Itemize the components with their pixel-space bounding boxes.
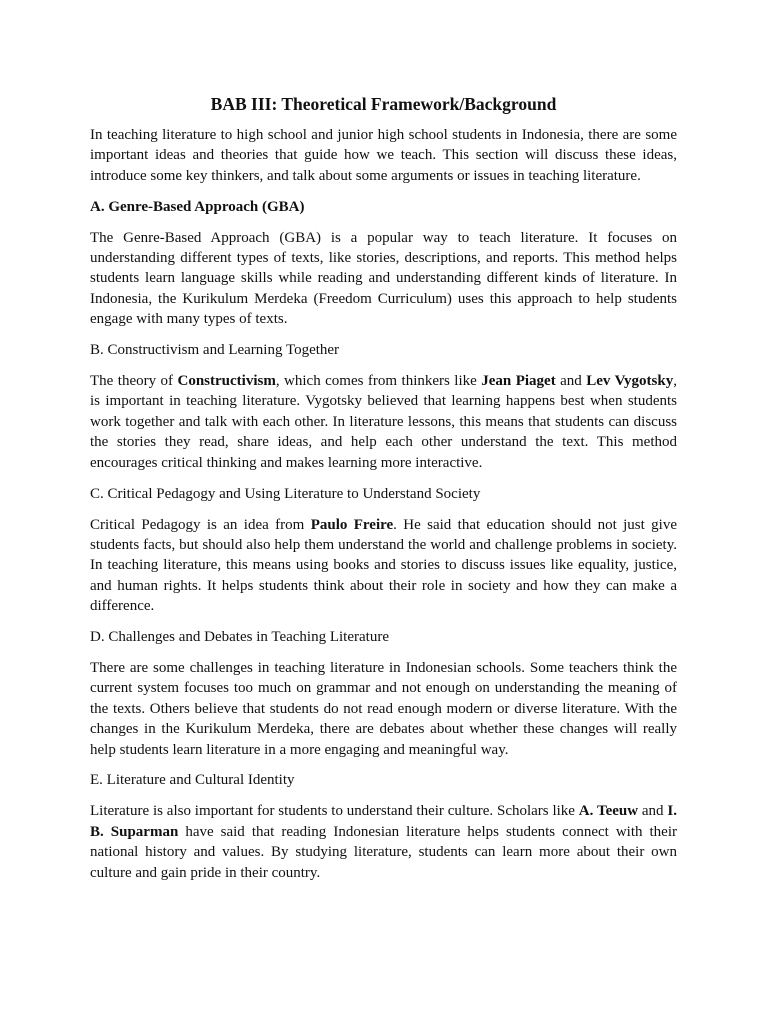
section-b-heading: B. Constructivism and Learning Together [90,342,340,359]
document-page [90,93,677,894]
section-c-text-2: . He said that education should not just give students facts, but should also help them understand the world and challenge problems in society. In teaching literature, this means using books and stories to discuss issues like equality, justice, and human rights. It helps students think about their role in society and how they can make a difference. [90,516,678,615]
section-a-heading [90,197,677,217]
section-c-text-1: Critical Pedagogy is an idea from [90,516,311,533]
section-d-paragraph: There are some challenges in teaching literature in Indonesian schools. Some teachers think the current system focuses too much on grammar and not enough on understanding the meaning of the texts. Others believe that students do not read enough modern or diverse literature. With the changes in the Kurikulum Merdeka, there are debates about whether these changes will really help students learn literature in a more engaging and meaningful way. [90,659,677,758]
section-d-heading: D. Challenges and Debates in Teaching Literature [90,629,389,646]
section-c-heading: C. Critical Pedagogy and Using Literature to Understand Society [90,485,481,502]
intro-paragraph: In teaching literature to high school and junior high school students in Indonesia, there are some important ideas and theories that guide how we teach. This section will discuss these ideas, introduce some key thinkers, and talk about some arguments or issues in teaching literature. [90,127,677,184]
term-constructivism: Constructivism [177,373,276,390]
name-paulo-freire: Paulo Freire [310,516,394,533]
section-b-text-2: , which comes from thinkers like [275,373,482,390]
section-b-paragraph [90,371,677,473]
page-title: BAB III: Theoretical Framework/Background [210,94,557,114]
section-e-text-1: Literature is also important for students to understand their culture. Scholars like [90,803,579,820]
section-a-paragraph: The Genre-Based Approach (GBA) is a popular way to teach literature. It focuses on understanding different types of texts, like stories, descriptions, and reports. This method helps students learn language skills while reading and understanding different kinds of literature. In Indonesia, the Kurikulum Merdeka (Freedom Curriculum) uses this approach to help students engage with many types of texts. [90,229,677,328]
name-a-teeuw: A. Teeuw [578,803,639,820]
section-c-paragraph [90,515,677,617]
section-b-text-3: and [555,373,587,390]
section-e-heading: E. Literature and Cultural Identity [90,772,295,789]
section-e-text-3: have said that reading Indonesian literature helps students connect with their national history and values. By studying literature, students can learn more about their own culture and gain pride in their country. [90,823,677,881]
section-e-text-2: and [638,803,668,820]
name-jean-piaget: Jean Piaget [481,373,556,390]
section-a-heading-text: A. Genre-Based Approach (GBA) [90,198,305,215]
section-b-text-4: , is important in teaching literature. Vygotsky believed that learning happens best when students work together and talk with each other. In literature lessons, this means that students can discuss the stories they read, share ideas, and help each other understand the text. This method encourages critical thinking and makes learning more interactive. [90,373,677,471]
name-ib-suparman: I. B. Suparman [90,803,677,840]
section-e-paragraph [90,801,677,883]
name-lev-vygotsky: Lev Vygotsky [586,373,674,390]
section-b-text-1: The theory of [90,373,178,390]
